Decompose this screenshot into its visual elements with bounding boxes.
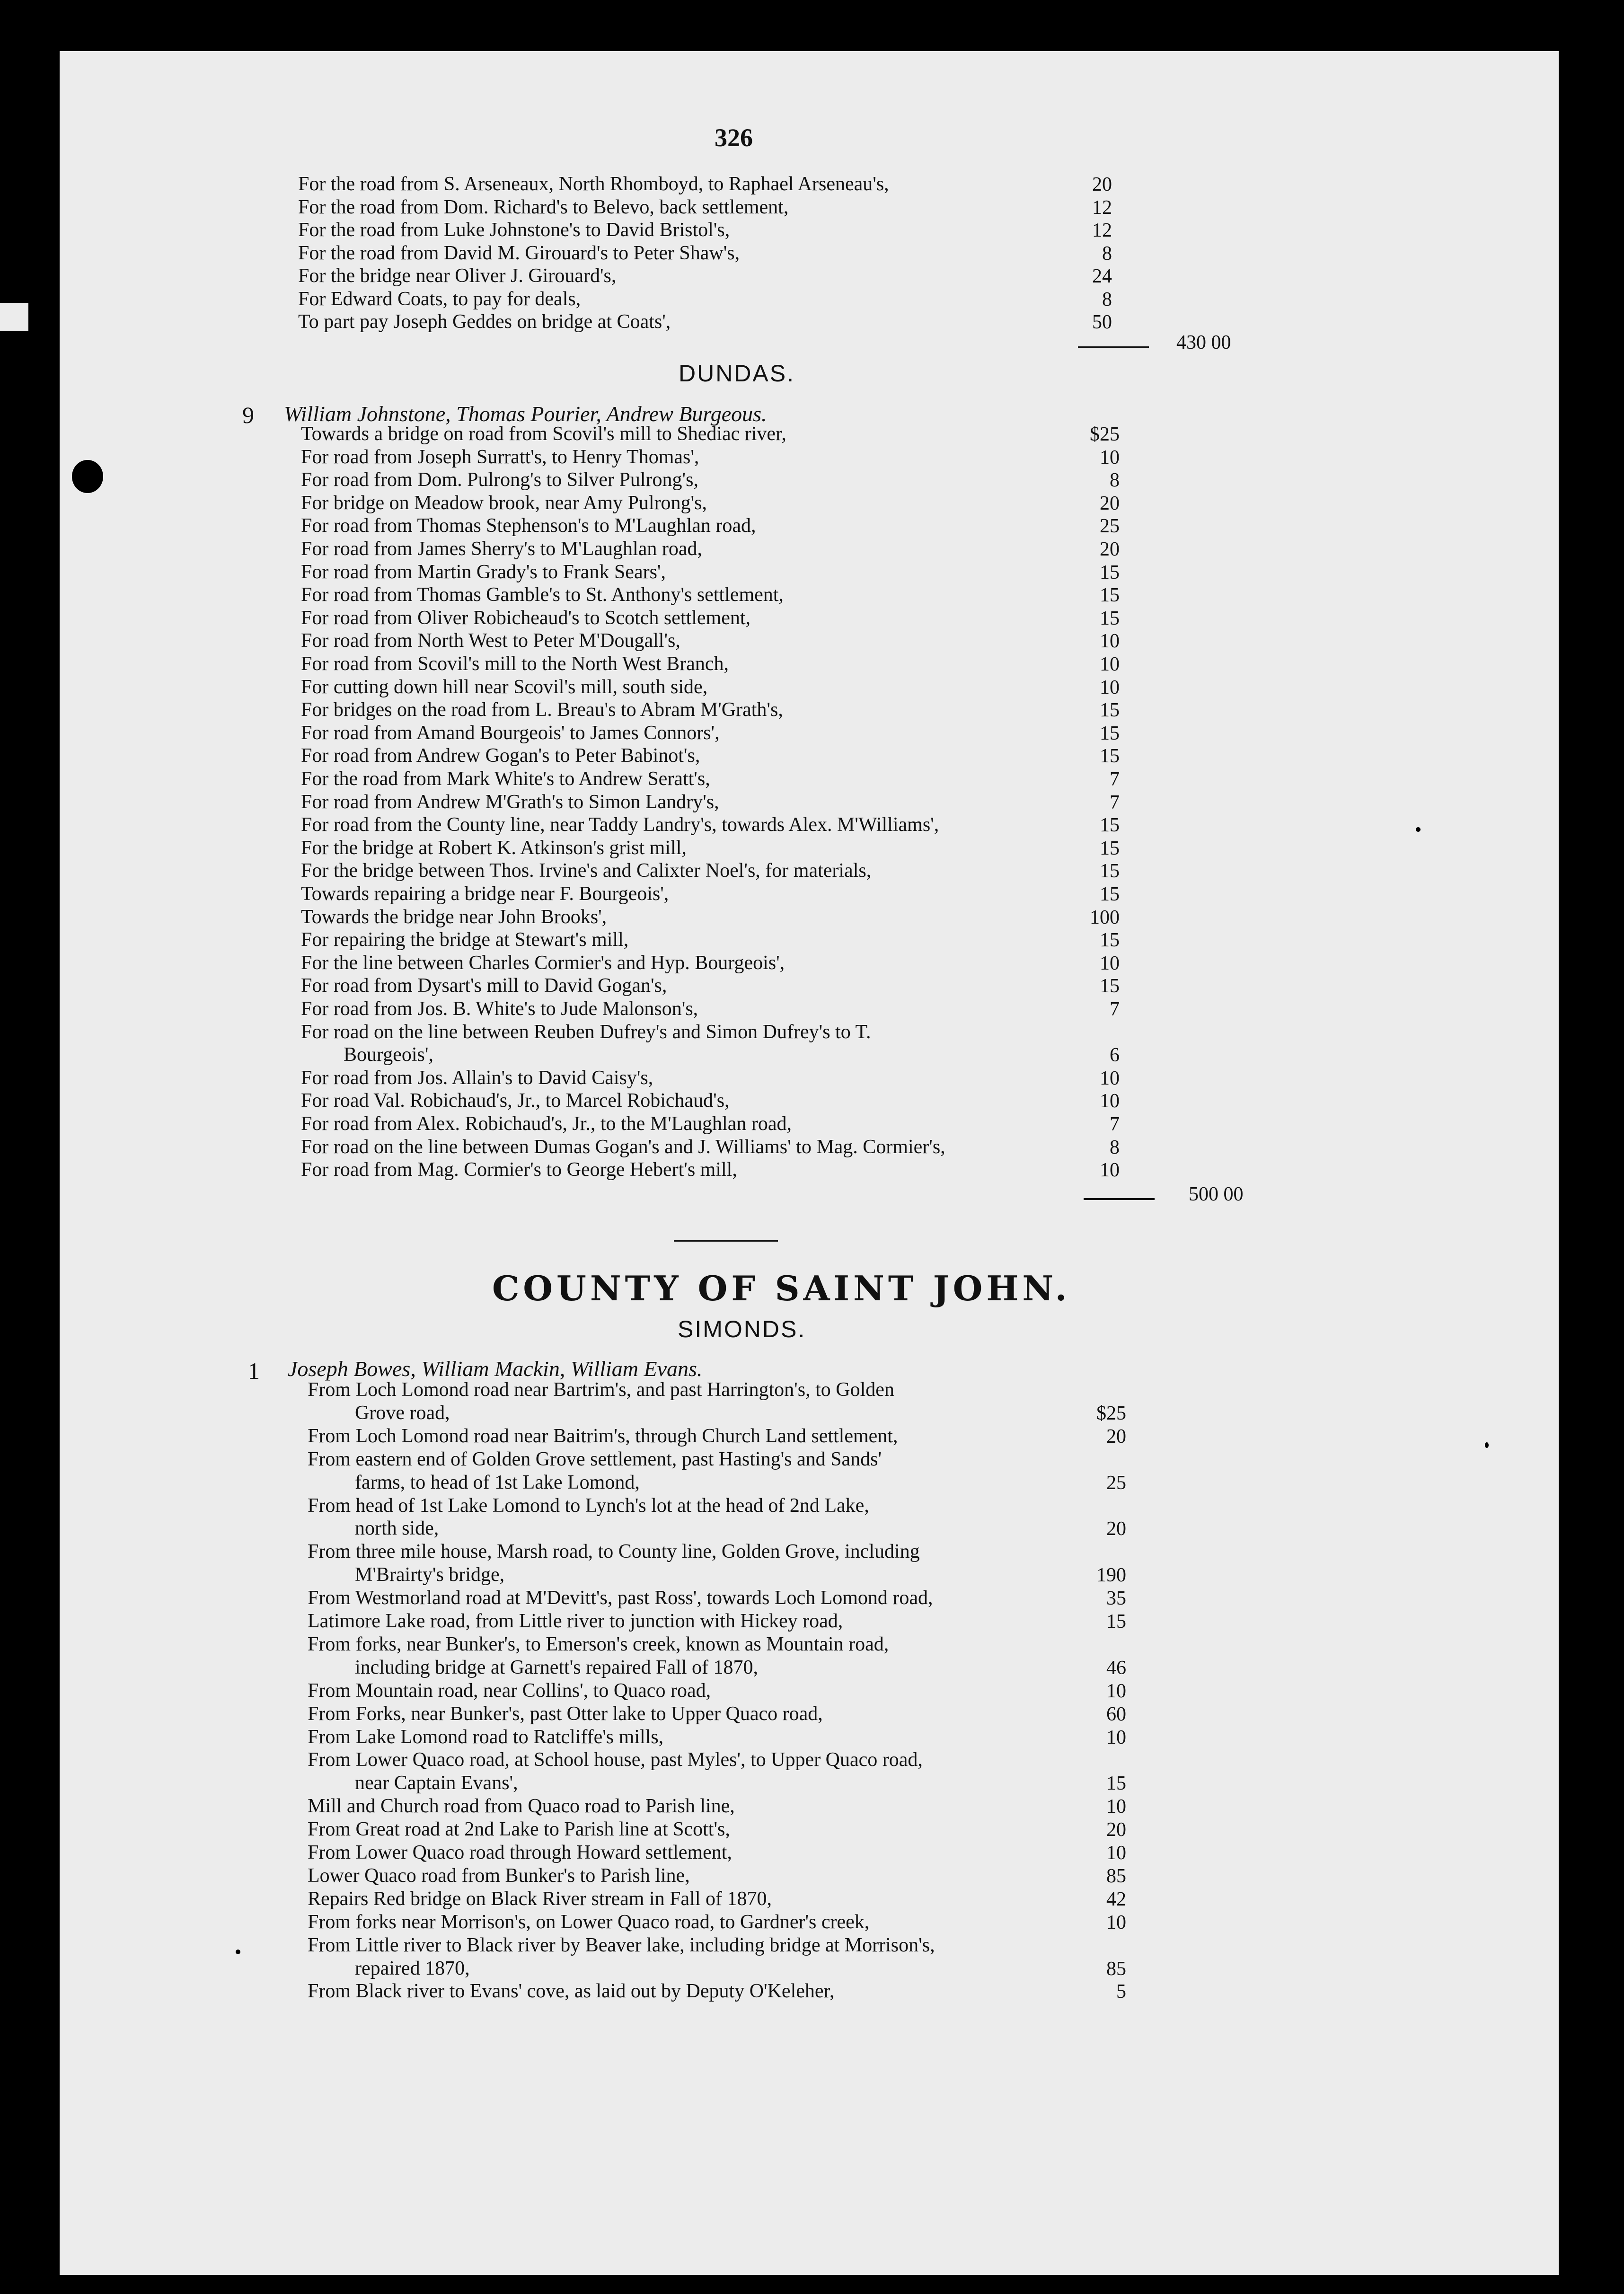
- line-item-amount: 60: [1106, 1703, 1126, 1725]
- line-item-text: For road from James Sherry's to M'Laughlan road,: [301, 538, 702, 560]
- punch-hole: [72, 460, 103, 493]
- line-item-text: north side,: [355, 1518, 439, 1540]
- line-item-text: From Loch Lomond road near Baitrim's, through Church Land settlement,: [308, 1425, 898, 1447]
- line-item-text: For the bridge between Thos. Irvine's and Calixter Noel's, for materials,: [301, 860, 872, 882]
- line-item-amount: 20: [1106, 1819, 1126, 1841]
- line-item-amount: 35: [1106, 1588, 1126, 1610]
- line-item-text: For road from North West to Peter M'Dougall's,: [301, 630, 680, 652]
- line-item-text: M'Brairty's bridge,: [355, 1564, 505, 1586]
- line-item-text: From Black river to Evans' cove, as laid out by Deputy O'Keleher,: [308, 1980, 835, 2003]
- line-item-text: For the road from David M. Girouard's to Peter Shaw's,: [298, 242, 740, 264]
- line-item-amount: 8: [1110, 469, 1120, 492]
- line-item-amount: 5: [1116, 1981, 1126, 2003]
- line-item-text: Latimore Lake road, from Little river to junction with Hickey road,: [308, 1610, 843, 1632]
- page-edge-mark: [0, 303, 28, 331]
- line-item-amount: 15: [1106, 1773, 1126, 1795]
- line-item-text: From three mile house, Marsh road, to County line, Golden Grove, including: [308, 1541, 920, 1563]
- line-item-amount: 10: [1100, 653, 1120, 675]
- line-item-text: For road from the County line, near Taddy Landry's, towards Alex. M'Williams',: [301, 814, 939, 836]
- line-item-text: For the bridge near Oliver J. Girouard's,: [298, 265, 617, 287]
- line-item-text: near Captain Evans',: [355, 1772, 518, 1794]
- line-item-text: To part pay Joseph Geddes on bridge at Coats',: [298, 311, 671, 333]
- line-item-amount: 12: [1092, 196, 1112, 219]
- line-item-text: Repairs Red bridge on Black River stream in Fall of 1870,: [308, 1888, 772, 1910]
- line-item-text: From forks near Morrison's, on Lower Quaco road, to Gardner's creek,: [308, 1911, 870, 1933]
- line-item-text: For the road from Mark White's to Andrew Seratt's,: [301, 768, 710, 790]
- simonds-heading: SIMONDS.: [678, 1316, 806, 1342]
- line-item-text: Bourgeois',: [344, 1044, 433, 1066]
- dundas-heading: DUNDAS.: [679, 360, 795, 387]
- line-item-amount: 15: [1100, 975, 1120, 997]
- line-item-text: From Westmorland road at M'Devitt's, past Ross', towards Loch Lomond road,: [308, 1587, 933, 1609]
- line-item-amount: 10: [1100, 1090, 1120, 1112]
- line-item-text: For cutting down hill near Scovil's mill, south side,: [301, 676, 708, 698]
- line-item-text: From Lower Quaco road, at School house, past Myles', to Upper Quaco road,: [308, 1749, 923, 1771]
- line-item-text: For the road from Dom. Richard's to Belevo, back settlement,: [298, 196, 789, 218]
- line-item-amount: 10: [1106, 1842, 1126, 1864]
- line-item-text: For Edward Coats, to pay for deals,: [298, 288, 581, 310]
- line-item-text: For road from Martin Grady's to Frank Sears',: [301, 561, 666, 583]
- line-item-amount: 8: [1102, 288, 1112, 310]
- page-number: 326: [715, 124, 753, 152]
- section-1-total: 430 00: [1176, 332, 1231, 353]
- line-item-amount: 20: [1100, 538, 1120, 560]
- section-divider: [674, 1240, 778, 1242]
- line-item-amount: $25: [1096, 1402, 1126, 1424]
- line-item-amount: 20: [1106, 1518, 1126, 1540]
- line-item-text: From Little river to Black river by Beaver lake, including bridge at Morrison's,: [308, 1934, 935, 1956]
- line-item-text: For road from Jos. Allain's to David Caisy's,: [301, 1067, 653, 1089]
- dundas-number: 9: [242, 402, 254, 428]
- simonds-number: 1: [248, 1358, 260, 1384]
- dundas-names: William Johnstone, Thomas Pourier, Andrew Burgeous.: [284, 402, 767, 426]
- line-item-amount: 15: [1100, 814, 1120, 837]
- line-item-text: For road on the line between Dumas Gogan's and J. Williams' to Mag. Cormier's,: [301, 1136, 945, 1158]
- line-item-amount: 25: [1106, 1472, 1126, 1494]
- line-item-amount: 10: [1100, 1159, 1120, 1182]
- line-item-amount: $25: [1090, 424, 1120, 445]
- line-item-text: Towards a bridge on road from Scovil's mill to Shediac river,: [301, 423, 786, 445]
- line-item-amount: 20: [1106, 1425, 1126, 1447]
- line-item-amount: 10: [1100, 446, 1120, 468]
- line-item-amount: 15: [1100, 607, 1120, 629]
- line-item-amount: 25: [1100, 515, 1120, 538]
- line-item-text: For road from Dom. Pulrong's to Silver Pulrong's,: [301, 469, 698, 491]
- line-item-amount: 6: [1110, 1044, 1120, 1067]
- line-item-amount: 10: [1100, 676, 1120, 698]
- line-item-amount: 10: [1100, 630, 1120, 653]
- line-item-text: farms, to head of 1st Lake Lomond,: [355, 1471, 640, 1493]
- line-item-text: From Great road at 2nd Lake to Parish line at Scott's,: [308, 1818, 730, 1841]
- line-item-amount: 10: [1100, 952, 1120, 974]
- line-item-text: For the road from Luke Johnstone's to David Bristol's,: [298, 219, 730, 241]
- line-item-amount: 8: [1102, 242, 1112, 265]
- line-item-text: For road from Thomas Stephenson's to M'Laughlan road,: [301, 515, 756, 537]
- line-item-amount: 10: [1100, 1067, 1120, 1089]
- line-item-amount: 10: [1106, 1796, 1126, 1818]
- line-item-text: For road from Andrew Gogan's to Peter Babinot's,: [301, 745, 700, 767]
- line-item-text: For the road from S. Arseneaux, North Rhomboyd, to Raphael Arseneau's,: [298, 173, 889, 195]
- line-item-text: From Mountain road, near Collins', to Quaco road,: [308, 1679, 711, 1702]
- line-item-amount: 15: [1106, 1611, 1126, 1632]
- line-item-text: From Loch Lomond road near Bartrim's, and past Harrington's, to Golden: [308, 1379, 894, 1401]
- line-item-amount: 8: [1110, 1136, 1120, 1158]
- ink-speck: [236, 1950, 240, 1954]
- line-item-text: For road on the line between Reuben Dufrey's and Simon Dufrey's to T.: [301, 1021, 871, 1043]
- line-item-text: For bridge on Meadow brook, near Amy Pulrong's,: [301, 492, 707, 514]
- section-1-total-rule: [1078, 346, 1149, 348]
- line-item-text: Grove road,: [355, 1402, 450, 1424]
- line-item-text: For road from Jos. B. White's to Jude Malonson's,: [301, 998, 698, 1020]
- line-item-amount: 7: [1110, 791, 1120, 813]
- line-item-text: Towards repairing a bridge near F. Bourgeois',: [301, 883, 669, 905]
- line-item-amount: 15: [1100, 745, 1120, 768]
- line-item-text: repaired 1870,: [355, 1957, 470, 1979]
- line-item-amount: 20: [1092, 174, 1112, 195]
- line-item-text: For repairing the bridge at Stewart's mill,: [301, 929, 629, 951]
- ink-speck: [1416, 827, 1421, 832]
- line-item-text: For road from Oliver Robicheaud's to Scotch settlement,: [301, 607, 751, 629]
- line-item-text: For road from Scovil's mill to the North West Branch,: [301, 653, 729, 675]
- line-item-amount: 20: [1100, 492, 1120, 514]
- line-item-text: Mill and Church road from Quaco road to Parish line,: [308, 1795, 735, 1818]
- line-item-amount: 10: [1106, 1911, 1126, 1933]
- line-item-text: For road from Andrew M'Grath's to Simon Landry's,: [301, 791, 719, 813]
- line-item-text: From Forks, near Bunker's, past Otter lake to Upper Quaco road,: [308, 1703, 823, 1725]
- line-item-text: For the line between Charles Cormier's and Hyp. Bourgeois',: [301, 952, 785, 974]
- line-item-text: For road from Alex. Robichaud's, Jr., to the M'Laughlan road,: [301, 1113, 792, 1135]
- line-item-text: Lower Quaco road from Bunker's to Parish line,: [308, 1864, 690, 1887]
- line-item-text: For road from Amand Bourgeois' to James Connors',: [301, 722, 720, 744]
- line-item-amount: 7: [1110, 768, 1120, 790]
- line-item-amount: 15: [1100, 584, 1120, 607]
- line-item-amount: 46: [1106, 1657, 1126, 1679]
- line-item-amount: 15: [1100, 929, 1120, 952]
- line-item-text: From head of 1st Lake Lomond to Lynch's lot at the head of 2nd Lake,: [308, 1494, 869, 1517]
- line-item-amount: 7: [1110, 1113, 1120, 1135]
- line-item-amount: 12: [1092, 220, 1112, 241]
- dundas-total-rule: [1084, 1198, 1155, 1200]
- ink-speck: [1485, 1442, 1489, 1448]
- line-item-amount: 42: [1106, 1888, 1126, 1910]
- line-item-amount: 100: [1090, 906, 1120, 928]
- line-item-text: For road from Joseph Surratt's, to Henry Thomas',: [301, 446, 699, 468]
- line-item-amount: 15: [1100, 561, 1120, 583]
- line-item-text: From forks, near Bunker's, to Emerson's creek, known as Mountain road,: [308, 1633, 889, 1655]
- line-item-text: including bridge at Garnett's repaired Fall of 1870,: [355, 1656, 758, 1678]
- line-item-amount: 15: [1100, 883, 1120, 905]
- line-item-text: From Lower Quaco road through Howard settlement,: [308, 1842, 732, 1863]
- simonds-names: Joseph Bowes, William Mackin, William Evans.: [288, 1357, 703, 1381]
- line-item-amount: 10: [1106, 1680, 1126, 1702]
- line-item-amount: 190: [1096, 1564, 1126, 1587]
- line-item-amount: 85: [1106, 1865, 1126, 1887]
- dundas-total: 500 00: [1189, 1183, 1244, 1205]
- line-item-text: For road Val. Robichaud's, Jr., to Marcel Robichaud's,: [301, 1090, 730, 1112]
- line-item-text: For road from Mag. Cormier's to George Hebert's mill,: [301, 1159, 737, 1181]
- line-item-amount: 50: [1092, 311, 1112, 333]
- line-item-amount: 15: [1100, 860, 1120, 882]
- county-heading: COUNTY OF SAINT JOHN.: [492, 1268, 1071, 1308]
- line-item-amount: 24: [1092, 265, 1112, 287]
- line-item-text: For road from Thomas Gamble's to St. Anthony's settlement,: [301, 584, 784, 606]
- line-item-text: From Lake Lomond road to Ratcliffe's mills,: [308, 1726, 664, 1748]
- line-item-text: For the bridge at Robert K. Atkinson's grist mill,: [301, 837, 687, 859]
- line-item-text: From eastern end of Golden Grove settlement, past Hasting's and Sands': [308, 1448, 882, 1470]
- line-item-text: For bridges on the road from L. Breau's to Abram M'Grath's,: [301, 699, 783, 721]
- line-item-amount: 15: [1100, 699, 1120, 722]
- line-item-amount: 85: [1106, 1958, 1126, 1980]
- line-item-text: For road from Dysart's mill to David Gogan's,: [301, 975, 667, 997]
- line-item-amount: 7: [1110, 998, 1120, 1020]
- line-item-text: Towards the bridge near John Brooks',: [301, 906, 607, 928]
- line-item-amount: 15: [1100, 722, 1120, 744]
- line-item-amount: 15: [1100, 837, 1120, 859]
- line-item-amount: 10: [1106, 1726, 1126, 1748]
